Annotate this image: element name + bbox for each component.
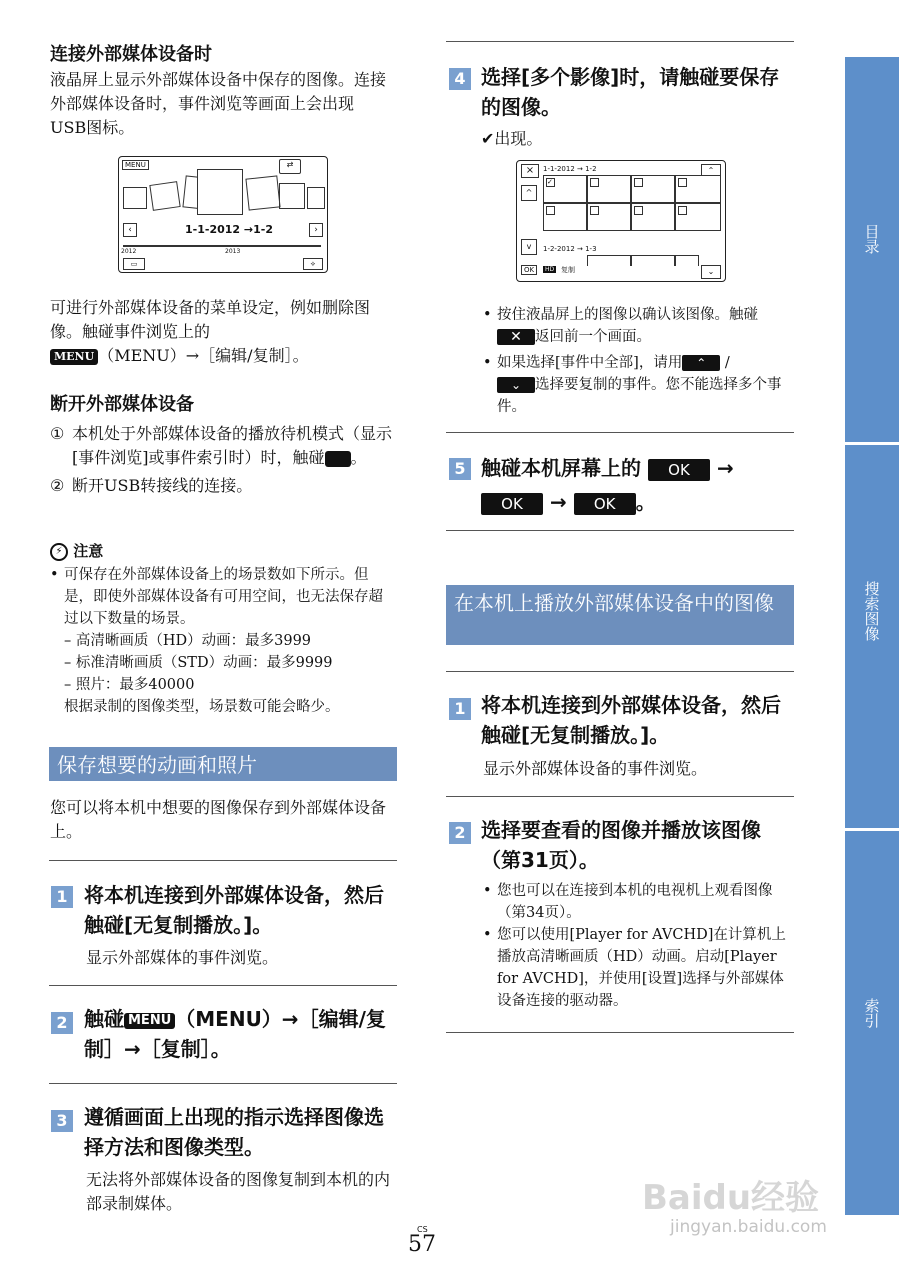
chevron-left-icon: ‹: [123, 223, 137, 237]
date-range: 1-1-2012 → 1-2: [543, 165, 597, 173]
multi-select-screen-illustration: [516, 160, 726, 282]
divider: [446, 671, 794, 672]
scroll-down-icon: ⌄: [701, 265, 721, 279]
divider: [49, 1083, 397, 1084]
step-number: 1: [51, 886, 73, 908]
step-title: 选择[多个影像]时，请触碰要保存的图像。: [481, 65, 780, 119]
checkbox-icon: [678, 178, 687, 187]
play-section-title: 在本机上播放外部媒体设备中的图像: [446, 585, 794, 645]
connect-heading: 连接外部媒体设备时: [50, 44, 212, 65]
bullet-text: 选择要复制的事件。您不能选择多个事件。: [497, 377, 782, 415]
sidebar-tab-label: 搜索图像: [862, 581, 881, 641]
image-thumbnail: [587, 255, 631, 266]
divider: [446, 1032, 794, 1033]
divider: [446, 530, 794, 531]
disconnect-heading: 断开外部媒体设备: [50, 394, 194, 415]
chevron-right-icon: ›: [309, 223, 323, 237]
note-body: [50, 564, 395, 718]
watermark-url: jingyan.baidu.com: [670, 1217, 827, 1237]
checkbox-icon: [546, 206, 555, 215]
step-title: 将本机连接到外部媒体设备，然后触碰[无复制播放。]。: [481, 693, 781, 747]
ok-button-icon: OK: [574, 493, 636, 515]
step-title: 将本机连接到外部媒体设备，然后触碰[无复制播放。]。: [84, 883, 384, 937]
sidebar-tab-label: 目录: [862, 224, 881, 254]
step-title: 遵循画面上出现的指示选择图像选择方法和图像类型。: [84, 1105, 384, 1159]
sidebar-tab-toc[interactable]: [845, 57, 899, 442]
step-description: 显示外部媒体的事件浏览。: [86, 948, 279, 967]
page-number: 57: [408, 1232, 436, 1257]
step-title: 选择要查看的图像并播放该图像（第31页）。: [481, 818, 761, 872]
close-icon: ×: [521, 164, 539, 178]
disconnect-steps: [50, 422, 395, 498]
switch-icon: ⇄: [279, 159, 301, 174]
thumb-stack-icon: [149, 181, 180, 211]
bullet-item: [483, 304, 793, 348]
step-title-text: 触碰: [84, 1007, 124, 1031]
step-number: 5: [449, 458, 471, 480]
note-heading: [50, 540, 103, 561]
close-icon: ✕: [497, 329, 535, 345]
step-number: 3: [51, 1110, 73, 1132]
play-step2-bullets: [483, 880, 793, 1012]
step-number: 2: [51, 1012, 73, 1034]
save-intro: 您可以将本机中想要的图像保存到外部媒体设备上。: [50, 798, 387, 841]
step-title: [84, 1004, 396, 1064]
checkbox-icon: [678, 206, 687, 215]
checkmark-note: ✔出现。: [481, 129, 543, 148]
step-number: 4: [449, 68, 471, 90]
step-number: 1: [449, 698, 471, 720]
date-range: 1-2-2012 → 1-3: [543, 245, 597, 253]
bullet-item: • 您可以使用[Player for AVCHD]在计算机上播放高清晰画质（HD）动画。启动[Player for AVCHD]，并使用[设置]选择与外部媒体设备连接的驱动器。: [483, 924, 793, 1012]
step-title-end: 。: [635, 490, 656, 514]
image-thumbnail: [631, 255, 675, 266]
step-description: 无法将外部媒体设备的图像复制到本机的内部录制媒体。: [86, 1170, 391, 1213]
thumb-stack-icon: [307, 187, 325, 209]
menu-icon: MENU: [122, 160, 149, 170]
image-thumbnail: [675, 255, 699, 266]
checkbox-icon: [634, 206, 643, 215]
image-thumbnail: [543, 203, 587, 231]
image-thumbnail: [631, 175, 675, 203]
chevron-down-icon: v: [521, 239, 537, 255]
ok-button-icon: OK: [648, 459, 710, 481]
bullet-item: • 您也可以在连接到本机的电视机上观看图像（第34页）。: [483, 880, 793, 924]
divider: [49, 860, 397, 861]
disconnect-step-text: 本机处于外部媒体设备的播放待机模式（显示[事件浏览]或事件索引时）时，触碰: [72, 424, 393, 467]
checkbox-icon: [590, 178, 599, 187]
checkbox-icon: [590, 206, 599, 215]
note-item: – 标准清晰画质（STD）动画：最多9999: [64, 655, 333, 671]
disconnect-step-text: 断开USB转接线的连接。: [72, 476, 253, 495]
step-number: 2: [449, 822, 471, 844]
image-thumbnail: [587, 203, 631, 231]
menu-paragraph-text: （MENU）→［编辑/复制］。: [98, 346, 309, 365]
divider: [446, 432, 794, 433]
copy-label: 复制: [561, 266, 575, 274]
step-marker: ②: [50, 476, 65, 495]
sidebar-tab-label: 索引: [862, 998, 881, 1028]
note-tail: 根据录制的图像类型，场景数可能会略少。: [64, 699, 340, 715]
sidebar-tab-search[interactable]: [845, 445, 899, 828]
scroll-up-icon: ⌃: [701, 164, 721, 178]
disconnect-step-end: 。: [350, 448, 367, 467]
ok-button-icon: OK: [481, 493, 543, 515]
disconnect-step: [50, 422, 395, 470]
timeline-year: 2013: [225, 248, 241, 255]
note-item: – 照片：最多40000: [64, 677, 195, 693]
thumb-stack-icon: [197, 169, 243, 215]
image-thumbnail: [587, 175, 631, 203]
watermark-brand: Baidu经验: [642, 1178, 820, 1218]
step-description: 显示外部媒体设备的事件浏览。: [483, 759, 708, 778]
bullet-text: 如果选择[事件中全部]，请用: [497, 355, 683, 371]
sidebar-tab-index[interactable]: [845, 831, 899, 1215]
image-thumbnail: [675, 203, 721, 231]
ok-button: OK: [521, 265, 537, 275]
warning-icon: ⚡: [50, 543, 68, 561]
usb-icon: ▭: [123, 258, 145, 270]
hd-badge: HD: [545, 266, 555, 273]
save-section-title: 保存想要的动画和照片: [49, 747, 397, 781]
menu-tag: MENU: [124, 1013, 175, 1029]
mode-icon: ⟡: [303, 258, 323, 270]
bullet-item: [483, 352, 793, 418]
menu-paragraph: [50, 296, 390, 368]
date-range: 1-1-2012 →1-2: [185, 223, 273, 236]
checkbox-checked-icon: ✓: [546, 178, 555, 187]
divider: [446, 796, 794, 797]
note-heading-text: 注意: [73, 542, 104, 560]
arrow: →: [549, 490, 567, 514]
bullet-text: 按住液晶屏上的图像以确认该图像。触碰: [497, 307, 758, 323]
chevron-up-icon: ⌃: [682, 355, 720, 371]
menu-paragraph-text: 可进行外部媒体设备的菜单设定，例如删除图像。触碰事件浏览上的: [50, 298, 371, 341]
checkbox-icon: [634, 178, 643, 187]
thumb-stack-icon: [279, 183, 305, 209]
bullet-text: /: [720, 355, 730, 371]
bullet-text: 返回前一个画面。: [535, 329, 651, 345]
image-thumbnail: [675, 175, 721, 203]
step-title-text: （MENU）→［编辑/复制］→［复制］。: [84, 1007, 386, 1061]
divider: [49, 985, 397, 986]
step-marker: ①: [50, 424, 65, 443]
menu-tag: MENU: [50, 349, 98, 365]
chevron-down-icon: ⌄: [497, 377, 535, 393]
connect-paragraph: 液晶屏上显示外部媒体设备中保存的图像。连接外部媒体设备时，事件浏览等画面上会出现USB图标。: [50, 70, 387, 137]
disconnect-step: [50, 474, 395, 498]
note-intro: • 可保存在外部媒体设备上的场景数如下所示。但是，即使外部媒体设备有可用空间，也无法保存超过以下数量的场景。: [50, 564, 395, 630]
step-title: [481, 451, 795, 519]
note-item: – 高清晰画质（HD）动画：最多3999: [64, 633, 312, 649]
playback-icon: [325, 451, 351, 467]
step-title-text: 触碰本机屏幕上的: [481, 456, 641, 480]
timeline-bar: [123, 245, 321, 247]
thumb-stack-icon: [245, 175, 280, 210]
timeline-year: 2012: [121, 248, 137, 255]
divider: [446, 41, 794, 42]
chevron-up-icon: ^: [521, 185, 537, 201]
step4-bullets: [483, 304, 793, 418]
language-code: CS: [417, 1225, 428, 1234]
arrow: →: [716, 456, 734, 480]
event-view-screen-illustration: [118, 156, 328, 273]
image-thumbnail: [543, 175, 587, 203]
image-thumbnail: [631, 203, 675, 231]
thumb-stack-icon: [123, 187, 147, 209]
